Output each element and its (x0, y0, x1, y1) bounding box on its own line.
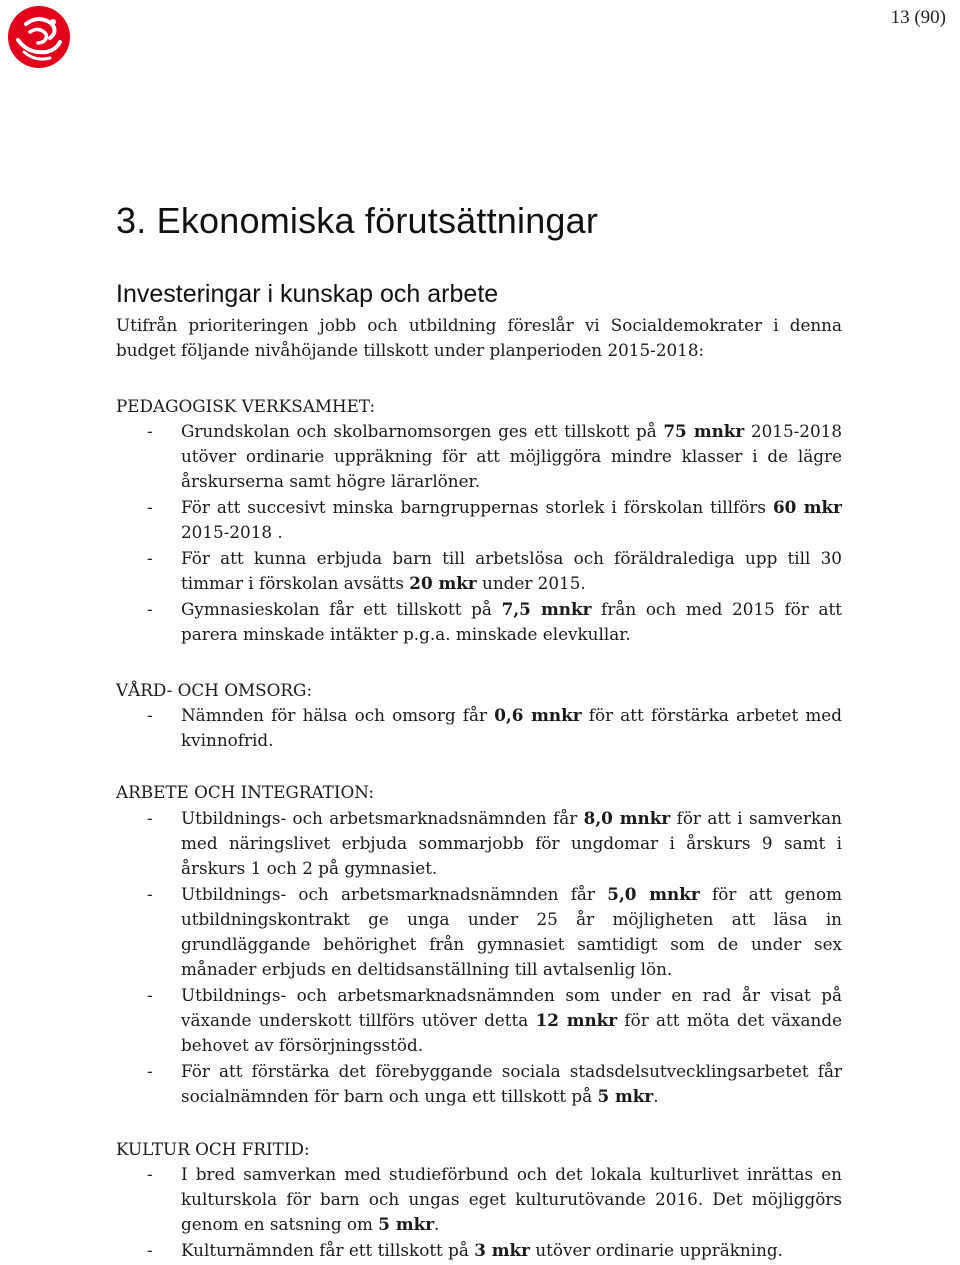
section-heading-arbete-och-integration: ARBETE OCH INTEGRATION: (116, 782, 374, 802)
list-vard-och-omsorg (116, 703, 842, 754)
list-item: - För att förstärka det förebyggande sociala stadsdelsutvecklingsarbetet får socialnämnden för barn och unga ett tillskott på 5 mkr. (147, 1061, 842, 1106)
list-item: - I bred samverkan med studieförbund och det lokala kulturlivet inrättas en kulturskola för barn och ungas eget kulturutövande 2016. Det möjliggörs genom en satsning om 5 mkr. (147, 1164, 842, 1234)
list-item: - Utbildnings- och arbetsmarknadsnämnden får 5,0 mnkr för att genom utbildningskontrakt ge unga under 25 år möjligheten att läsa in grundläggande behörighet från gymnasiet samtidigt som de under sex månader erbjuds en deltidsanställning till avtalsenlig lön. (147, 884, 843, 979)
list-item: - Kulturnämnden får ett tillskott på 3 mkr utöver ordinarie uppräkning. (147, 1240, 783, 1260)
list-item: - Gymnasieskolan får ett tillskott på 7,5 mnkr från och med 2015 för att parera minskade intäkter p.g.a. minskade elevkullar. (147, 599, 842, 644)
list-item: - Grundskolan och skolbarnomsorgen ges ett tillskott på 75 mnkr 2015-2018 utöver ordinarie uppräkning för att möjliggöra mindre klasser i de lägre årskurserna samt högre lärarlöner. (147, 421, 843, 491)
section-title: Investeringar i kunskap och arbete (116, 280, 499, 308)
list-pedagogisk-verksamhet (116, 419, 842, 648)
section-heading-vard-och-omsorg: VÅRD- OCH OMSORG: (116, 680, 313, 700)
list-kultur-och-fritid (116, 1162, 842, 1264)
section-heading-pedagogisk-verksamhet: PEDAGOGISK VERKSAMHET: (116, 396, 376, 416)
list-item: - För att succesivt minska barngruppernas storlek i förskolan tillförs 60 mkr 2015-2018 . (147, 497, 843, 542)
section-heading-kultur-och-fritid: KULTUR OCH FRITID: (116, 1139, 310, 1159)
chapter-title: 3. Ekonomiska förutsättningar (116, 200, 599, 241)
list-item: - För att kunna erbjuda barn till arbetslösa och föräldralediga upp till 30 timmar i förskolan avsätts 20 mkr under 2015. (147, 548, 842, 593)
list-item: - Utbildnings- och arbetsmarknadsnämnden som under en rad år visat på växande underskott tillförs utöver detta 12 mnkr för att möta det växande behovet av försörjningsstöd. (147, 985, 843, 1055)
list-arbete-och-integration (116, 806, 842, 1110)
list-item: - Nämnden för hälsa och omsorg får 0,6 mnkr för att förstärka arbetet med kvinnofrid. (147, 705, 842, 750)
list-item: - Utbildnings- och arbetsmarknadsnämnden får 8,0 mnkr för att i samverkan med näringslivet erbjuda sommarjobb för ungdomar i årskurs 9 samt i årskurs 1 och 2 på gymnasiet. (147, 808, 842, 878)
intro-paragraph: Utifrån prioriteringen jobb och utbildning föreslår vi Socialdemokrater i denna budget följande nivåhöjande tillskott under planperioden 2015-2018: (116, 315, 842, 360)
page-number: 13 (90) (890, 7, 946, 28)
rose-logo-icon (4, 2, 74, 72)
